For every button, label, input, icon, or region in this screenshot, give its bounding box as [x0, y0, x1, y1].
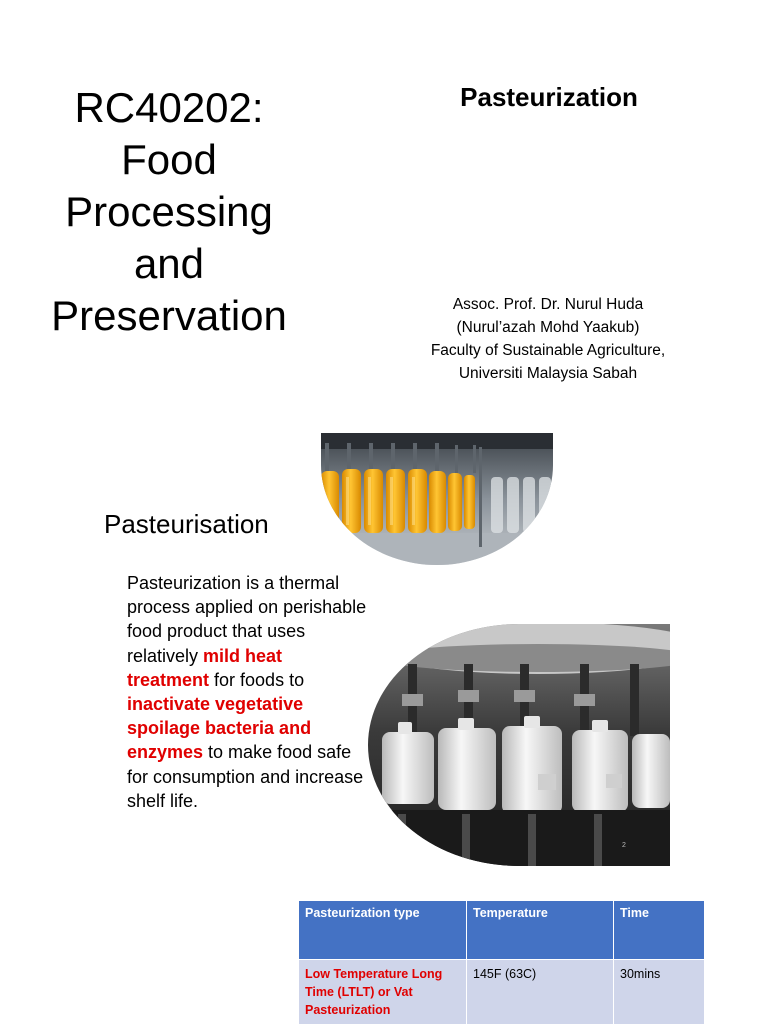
author-name: Assoc. Prof. Dr. Nurul Huda: [452, 296, 644, 313]
author-faculty: Faculty of Sustainable Agriculture,: [430, 342, 666, 359]
course-title-line: Food: [121, 136, 217, 183]
author-alias: (Nurul’azah Mohd Yaakub): [456, 319, 640, 336]
section-heading: Pasteurisation: [104, 509, 269, 539]
definition-text: Pasteurization is a thermal process applied on perishable food product that uses relatively: [127, 573, 367, 666]
table-cell-time: 30mins: [614, 960, 705, 1024]
author-block: [398, 293, 698, 385]
milk-jug-filling-photo: [368, 624, 670, 866]
table-cell-temperature: 145F (63C): [467, 960, 614, 1024]
juice-bottles-illustration: [321, 433, 553, 565]
course-title-line: Processing: [65, 188, 273, 235]
slide-number: 2: [622, 842, 626, 849]
course-title: [24, 82, 314, 342]
column-header-time: Time: [614, 901, 705, 960]
definition-text: for foods to: [209, 669, 305, 690]
course-title-line: RC40202:: [74, 84, 264, 131]
table-header-row: [299, 901, 705, 960]
juice-bottling-photo: [321, 433, 553, 565]
course-title-line: Preservation: [51, 292, 287, 339]
definition-text: to make food safe for consumption and increase shelf life.: [127, 742, 364, 811]
table-cell-type: Low Temperature Long Time (LTLT) or Vat Pasteurization: [299, 960, 467, 1024]
highlight-text: inactivate vegetative spoilage bacteria and enzymes: [127, 694, 312, 763]
course-title-line: and: [133, 240, 205, 287]
table-row: [299, 960, 705, 1024]
column-header-type: Pasteurization type: [299, 901, 467, 960]
definition-paragraph: [127, 571, 367, 813]
topic-title: Pasteurization: [460, 82, 638, 112]
author-university: Universiti Malaysia Sabah: [458, 365, 638, 382]
highlight-text: mild heat treatment: [127, 645, 283, 690]
column-header-temperature: Temperature: [467, 901, 614, 960]
milk-jugs-illustration: [368, 624, 670, 866]
pasteurization-types-table: [298, 900, 705, 1024]
